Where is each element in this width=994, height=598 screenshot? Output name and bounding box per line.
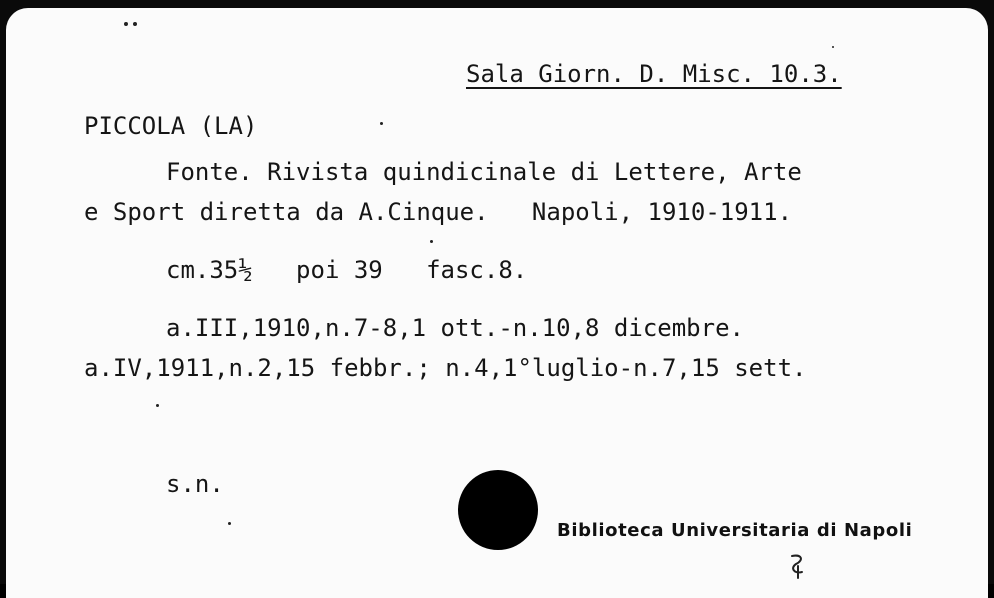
ink-speck (156, 404, 159, 407)
punch-hole (458, 470, 538, 550)
ink-speck (124, 22, 128, 26)
title-line-2: e Sport diretta da A.Cinque. Napoli, 1910-1911. (84, 198, 793, 226)
library-stamp: Biblioteca Universitaria di Napoli (557, 520, 913, 541)
note: s.n. (166, 470, 224, 498)
ink-speck (228, 522, 231, 525)
ink-speck (832, 46, 834, 48)
handwritten-mark-icon (788, 552, 808, 580)
format-line: cm.35½ poi 39 fasc.8. (166, 256, 528, 284)
card-heading: PICCOLA (LA) (84, 112, 258, 140)
holdings-line-2: a.IV,1911,n.2,15 febbr.; n.4,1°luglio-n.7,15 sett. (84, 354, 807, 382)
catalog-card (6, 8, 988, 598)
title-line-1: Fonte. Rivista quindicinale di Lettere, Arte (166, 158, 802, 186)
shelfmark: Sala Giorn. D. Misc. 10.3. (466, 60, 842, 88)
ink-speck (380, 122, 383, 125)
holdings-line-1: a.III,1910,n.7-8,1 ott.-n.10,8 dicembre. (166, 314, 744, 342)
ink-speck (133, 22, 137, 26)
ink-speck (430, 240, 433, 243)
